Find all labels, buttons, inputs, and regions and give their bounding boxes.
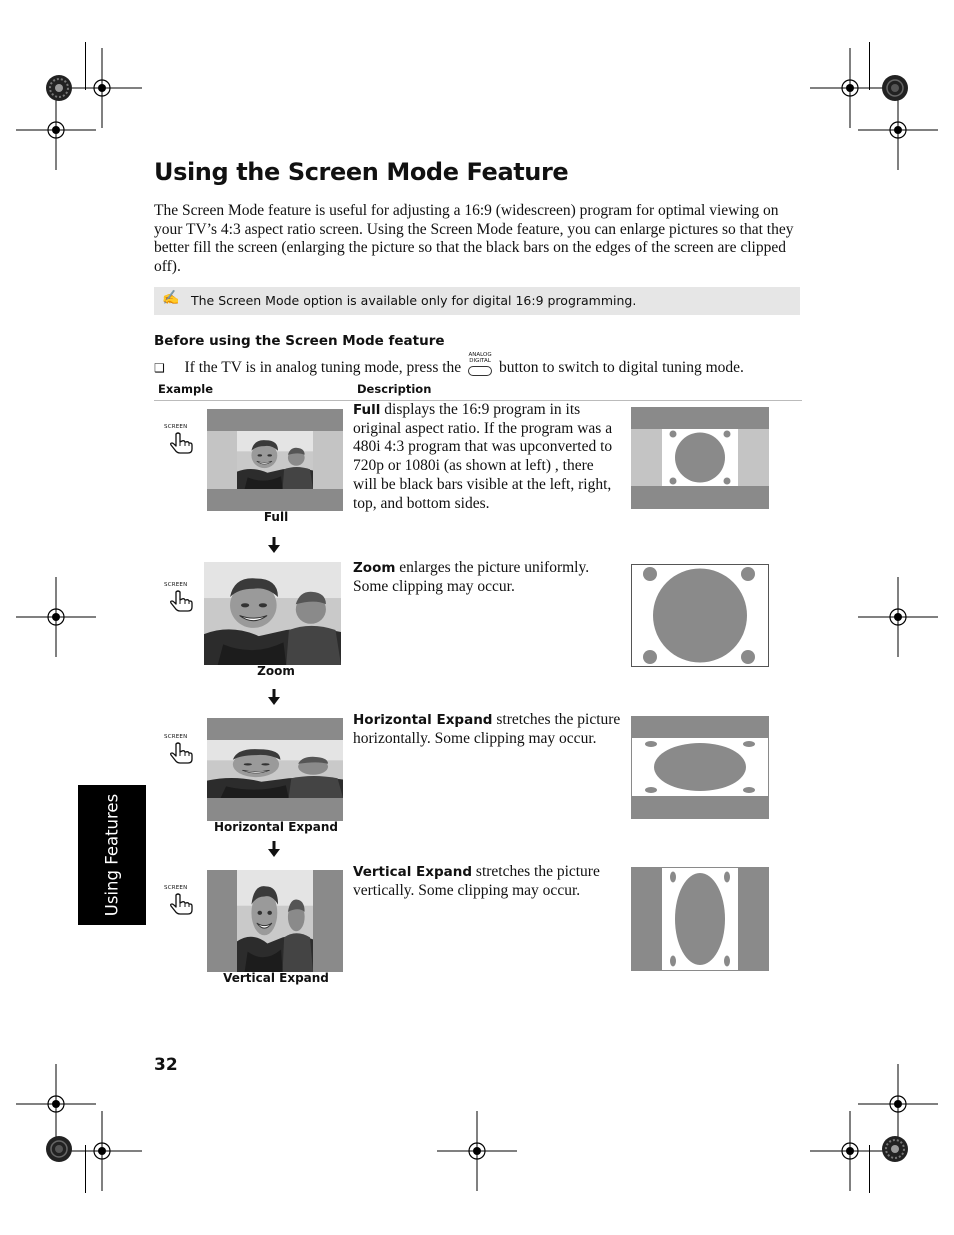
pointing-hand-icon	[166, 432, 194, 454]
crop-mark	[869, 1145, 870, 1193]
down-arrow-icon	[268, 841, 280, 857]
description-vertical-expand: Vertical Expand stretches the picture vertically. Some clipping may occur.	[353, 863, 600, 899]
chapter-side-tab-label: Using Features	[102, 793, 122, 917]
crop-mark	[85, 1145, 86, 1193]
photo-two-people	[204, 562, 341, 665]
down-arrow-icon	[268, 537, 280, 553]
photo-two-people	[237, 870, 313, 972]
photo-two-people	[237, 431, 313, 489]
color-target-icon	[45, 74, 73, 102]
registration-mark-icon	[858, 90, 938, 170]
full-mode-diagram	[631, 407, 769, 509]
photo-two-people	[207, 740, 343, 798]
example-caption: Full	[263, 510, 289, 524]
intro-paragraph: The Screen Mode feature is useful for adjusting a 16:9 (widescreen) program for optimal viewing on your TV’s 4:3 aspect ratio screen. Using the Screen Mode feature, you can enlarge pictures so that they better fill the screen (enlarging the picture so that the black bars on the edges of the screen are clipped off).	[154, 202, 794, 276]
screen-button-icon: SCREEN	[166, 582, 194, 616]
note-text: The Screen Mode option is available only for digital 16:9 programming.	[191, 293, 637, 308]
down-arrow-icon	[268, 689, 280, 705]
registration-mark-icon	[62, 1111, 142, 1191]
bullet-text-after: button to switch to digital tuning mode.	[498, 359, 744, 376]
horizontal-expand-diagram	[631, 716, 769, 819]
column-header-example: Example	[158, 382, 213, 396]
crop-mark	[869, 42, 870, 90]
example-caption: Zoom	[257, 664, 295, 678]
bullet-item	[154, 352, 814, 377]
registration-mark-icon	[16, 577, 96, 657]
registration-mark-icon	[810, 1111, 890, 1191]
example-caption: Horizontal Expand	[214, 820, 338, 834]
page-title: Using the Screen Mode Feature	[154, 158, 569, 186]
color-target-icon	[881, 1135, 909, 1163]
zoom-mode-diagram	[631, 564, 769, 667]
example-caption: Vertical Expand	[223, 971, 329, 985]
color-target-icon	[45, 1135, 73, 1163]
pointing-hand-icon	[166, 742, 194, 764]
description-horizontal-expand: Horizontal Expand stretches the picture horizontally. Some clipping may occur.	[353, 711, 621, 747]
page-number: 32	[154, 1055, 178, 1075]
crop-mark	[85, 42, 86, 90]
registration-mark-icon	[437, 1111, 517, 1191]
zoom-mode-screen-example	[204, 562, 341, 665]
section-heading: Before using the Screen Mode feature	[154, 333, 445, 349]
note-box	[154, 287, 800, 315]
screen-button-icon: SCREEN	[166, 885, 194, 919]
screen-button-icon: SCREEN	[166, 424, 194, 458]
column-header-description: Description	[357, 382, 432, 396]
chapter-side-tab	[78, 785, 146, 925]
analog-digital-button-icon: ANALOG DIGITAL	[467, 356, 493, 376]
full-mode-screen-example	[207, 409, 343, 511]
vertical-expand-diagram	[631, 867, 769, 971]
description-zoom: Zoom enlarges the picture uniformly. Some clipping may occur.	[353, 559, 590, 595]
pointing-hand-icon	[166, 893, 194, 915]
registration-mark-icon	[858, 577, 938, 657]
vertical-expand-screen-example	[207, 870, 343, 972]
pencil-note-icon: ✍	[162, 291, 180, 306]
color-target-icon	[881, 74, 909, 102]
pointing-hand-icon	[166, 590, 194, 612]
horizontal-expand-screen-example	[207, 718, 343, 821]
bullet-box-icon: ❑	[154, 361, 165, 375]
registration-mark-icon	[16, 90, 96, 170]
bullet-text-before: If the TV is in analog tuning mode, press the	[184, 359, 462, 376]
screen-button-icon: SCREEN	[166, 734, 194, 768]
description-full: Full displays the 16:9 program in its original aspect ratio. If the program was a 480i 4:3 program that was upconverted to 720p or 1080i (as shown at left) , there will be black bars visible at the left, right, top, and bottom sides.	[353, 401, 613, 512]
